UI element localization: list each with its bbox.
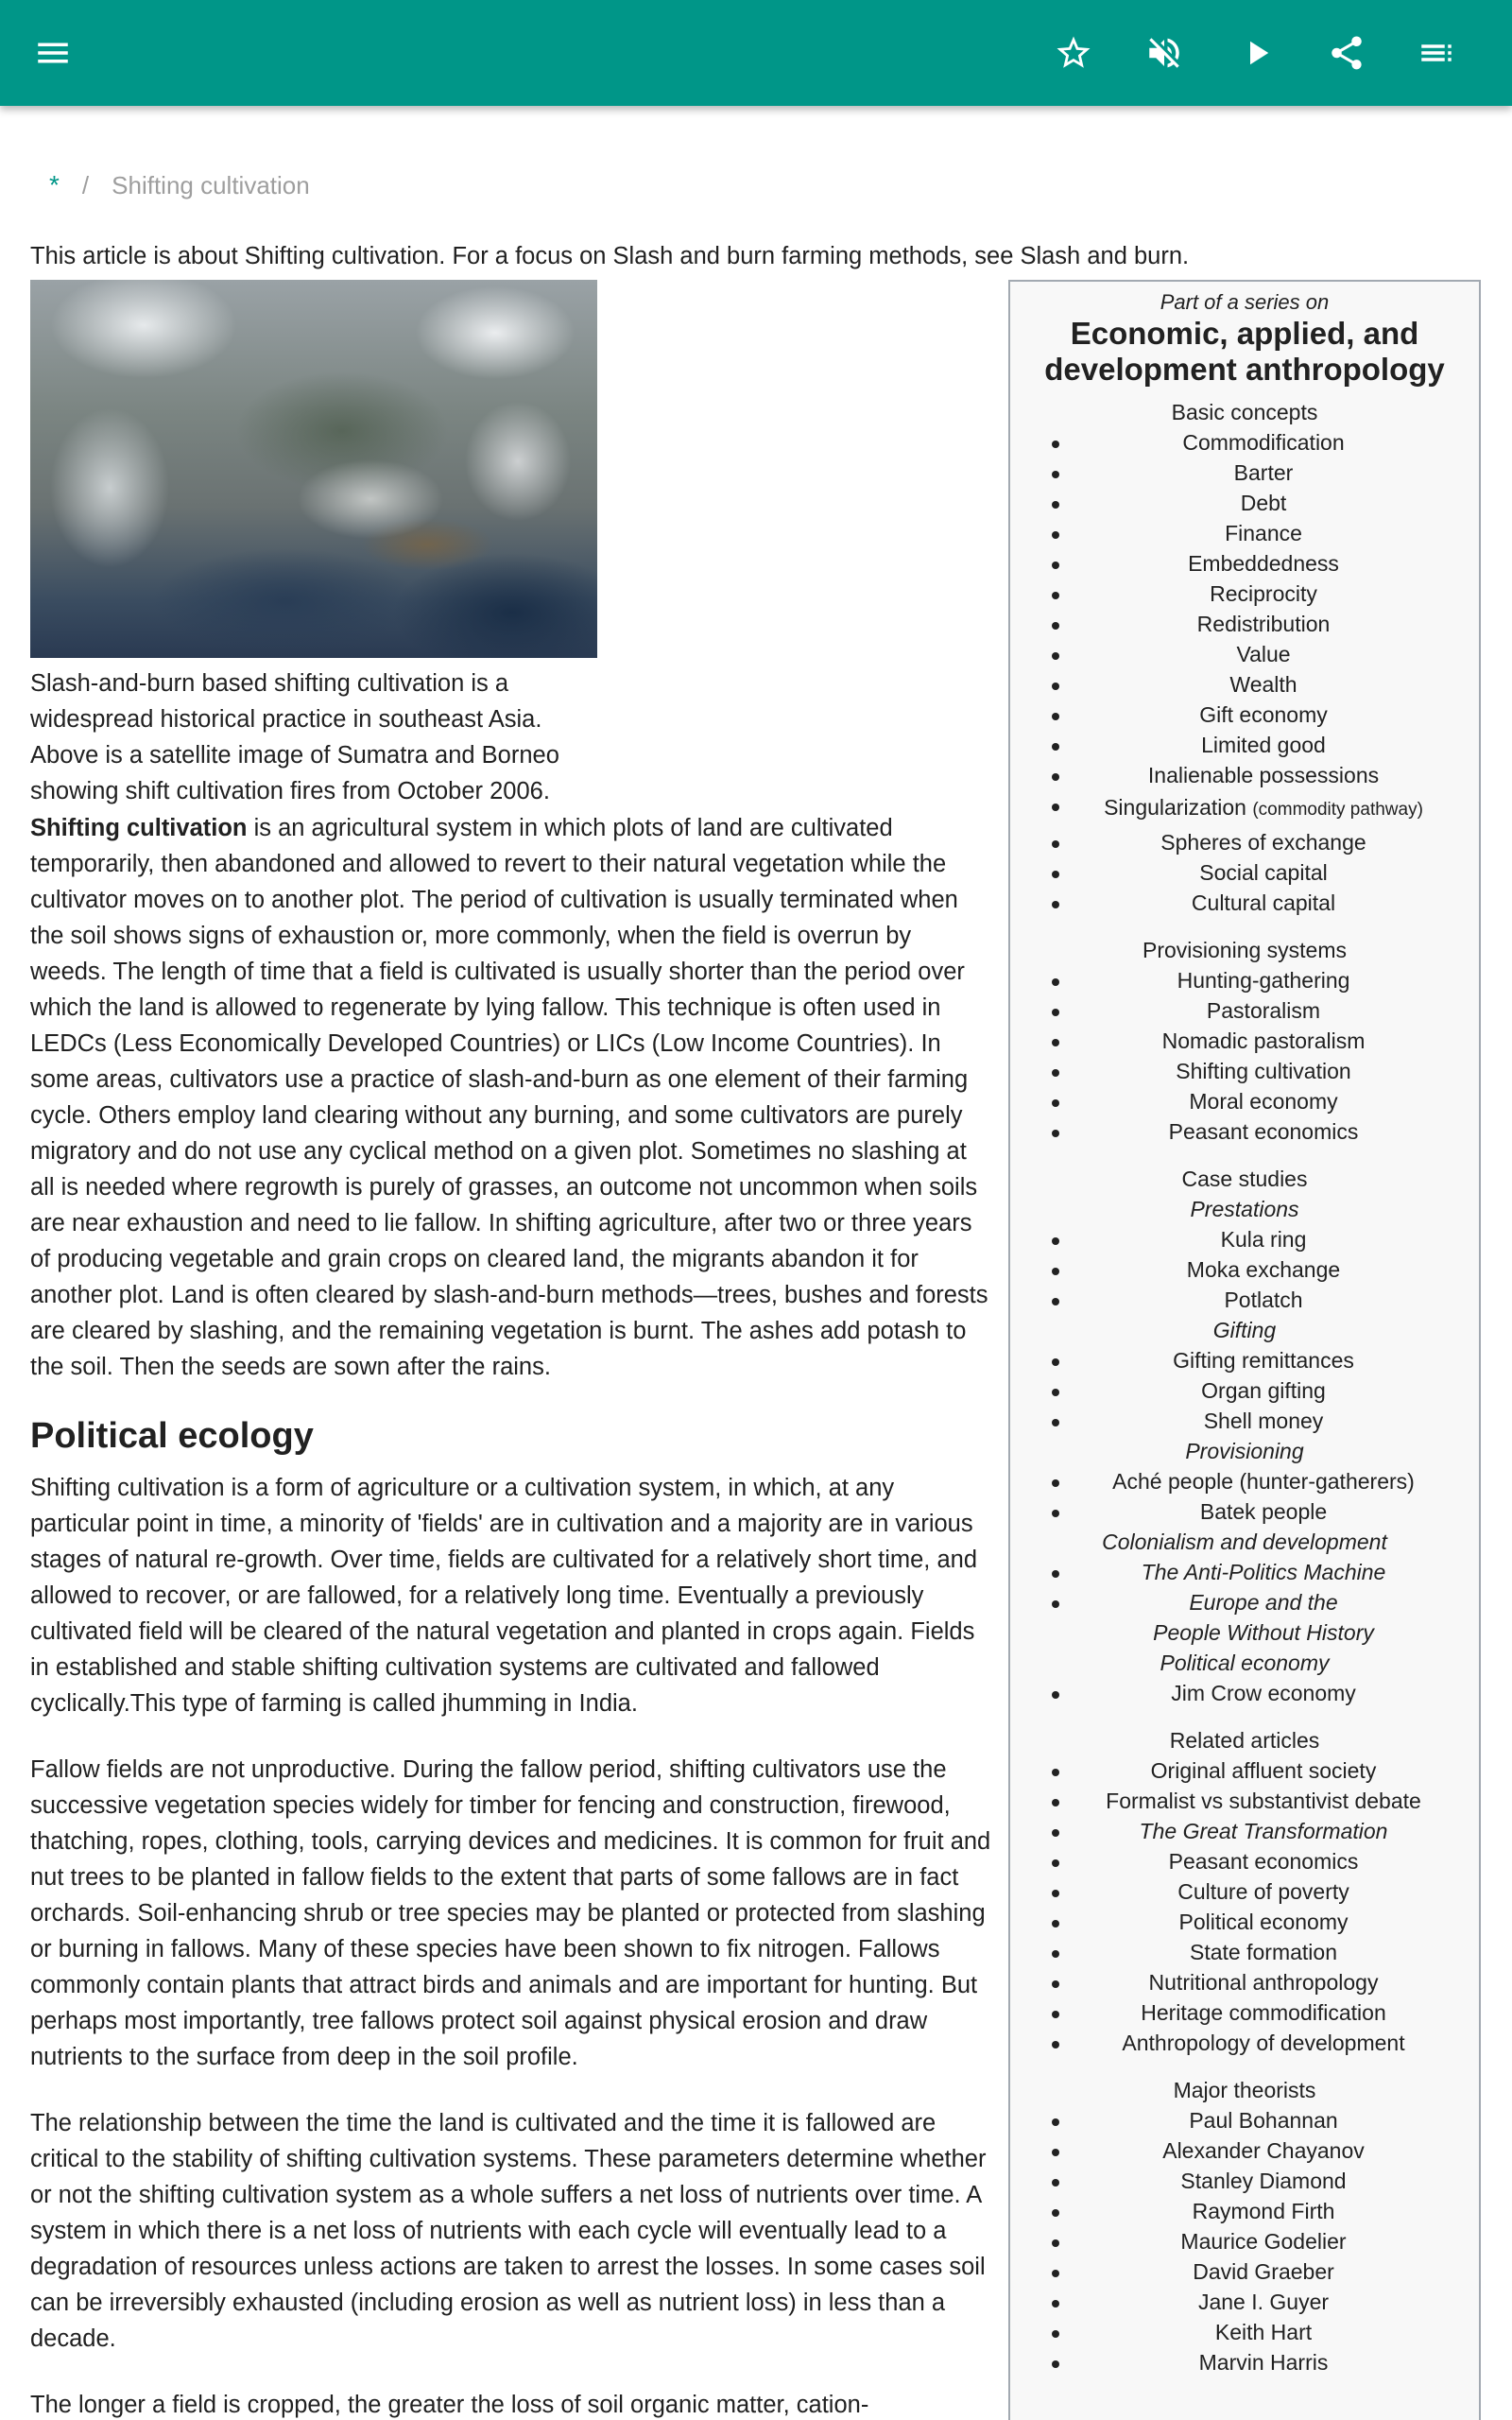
list-item[interactable]: Shell money	[1010, 1406, 1479, 1436]
list-item[interactable]: Wealth	[1010, 669, 1479, 700]
list-item[interactable]: Aché people (hunter-gatherers)	[1010, 1466, 1479, 1496]
subgroup-gifting[interactable]: Gifting	[1212, 1318, 1277, 1342]
list-item[interactable]: Kula ring	[1010, 1224, 1479, 1254]
list-item[interactable]: The Great Transformation	[1010, 1816, 1479, 1846]
share-icon	[1327, 33, 1366, 73]
list-item[interactable]: Pastoralism	[1010, 995, 1479, 1026]
list-item[interactable]: Cultural capital	[1010, 888, 1479, 918]
menu-button[interactable]	[26, 26, 79, 79]
paragraph: Shifting cultivation is a form of agriculture or a cultivation system, in which, at any particular point in time, a minority of 'fields' are in cultivation and a majority are in various stages of natural re-growth. Over time, fields are cultivated for a relatively short time, and allowed to recover, or are fallowed, for a relatively long time. Eventually a previously cultivated field will be cleared of the natural vegetation and planted in crops again. Fields in established and stable shifting cultivation systems are cultivated and fallowed cyclically.This type of farming is called jhumming in India.	[30, 1475, 978, 1717]
list-item[interactable]: Hunting-gathering	[1010, 965, 1479, 995]
lead-text: is an agricultural system in which plots of land are cultivated temporarily, then abandoned and allowed to revert to their natural vegetation while the cultivator moves on to another plot. The period of cultivation is usually terminated when the soil shows signs of exhaustion or, more commonly, when the field is overrun by weeds. The length of time that a field is cultivated is usually shorter than the period over which the land is allowed to regenerate by lying fallow. This technique is often used in LEDCs (Less Economically Developed Countries) or LICs (Low Income Countries). In some areas, cultivators use a practice of slash-and-burn as one element of their farming cycle. Others employ land clearing without any burning, and some cultivators are purely migratory and do not use any cyclical method on a given plot. Sometimes no slashing at all is needed where regrowth is purely of grasses, an outcome not uncommon when soils are near exhaustion and need to lie fallow. In shifting agriculture, after two or three years of producing vegetable and grain crops on cleared land, the migrants abandon it for another plot. Land is often cleared by slash-and-burn methods—trees, bushes and forests are cleared by slashing, and the remaining vegetation is burnt. The ashes add potash to the soil. Then the seeds are sown after the rains.	[30, 815, 988, 1380]
list-item[interactable]: Anthropology of development	[1010, 2028, 1479, 2058]
list-item[interactable]: Inalienable possessions	[1010, 760, 1479, 790]
subgroup-provisioning[interactable]: Provisioning	[1185, 1439, 1304, 1463]
play-icon	[1237, 33, 1277, 73]
satellite-image[interactable]	[30, 280, 597, 658]
prestations-list	[1010, 1224, 1479, 1315]
list-item[interactable]: Maurice Godelier	[1010, 2226, 1479, 2256]
list-item[interactable]: Barter	[1010, 458, 1479, 488]
list-item[interactable]: Heritage commodification	[1010, 1997, 1479, 2028]
series-infobox	[1008, 280, 1481, 2420]
lead-term: Shifting cultivation	[30, 815, 248, 841]
group-title-provisioning-systems[interactable]: Provisioning systems	[1142, 938, 1348, 962]
subgroup-colonialism[interactable]: Colonialism and development	[1102, 1530, 1387, 1554]
paragraph: The longer a field is cropped, the greater the loss of soil organic matter, cation-	[30, 2392, 869, 2418]
list-item[interactable]: Jim Crow economy	[1010, 1678, 1479, 1708]
section-heading-political-ecology: Political ecology	[30, 1416, 314, 1456]
caption-line: showing shift cultivation fires from October 2006.	[30, 778, 550, 804]
list-item[interactable]: Spheres of exchange	[1010, 827, 1479, 857]
infobox-title[interactable]: Economic, applied, and development anthropology	[1044, 316, 1445, 387]
europe-line-2[interactable]: People Without History	[1153, 1620, 1374, 1645]
list-item[interactable]: Batek people	[1010, 1496, 1479, 1527]
provisioning-systems-list	[1010, 965, 1479, 1147]
list-item[interactable]: Embeddedness	[1010, 548, 1479, 579]
list-item[interactable]: Keith Hart	[1010, 2317, 1479, 2347]
provisioning-list	[1010, 1466, 1479, 1527]
list-item[interactable]: David Graeber	[1010, 2256, 1479, 2287]
list-item[interactable]: Value	[1010, 639, 1479, 669]
list-item[interactable]: Shifting cultivation	[1010, 1056, 1479, 1086]
list-item[interactable]: State formation	[1010, 1937, 1479, 1967]
list-item[interactable]: Nomadic pastoralism	[1010, 1026, 1479, 1056]
group-title-major-theorists: Major theorists	[1173, 2078, 1316, 2102]
play-button[interactable]	[1230, 26, 1283, 79]
list-item[interactable]: Social capital	[1010, 857, 1479, 888]
list-item[interactable]: Gift economy	[1010, 700, 1479, 730]
volume-off-icon	[1144, 33, 1184, 73]
subgroup-political-economy[interactable]: Political economy	[1160, 1651, 1330, 1675]
breadcrumb-separator: /	[81, 170, 90, 199]
list-item-singularization[interactable]	[1010, 790, 1479, 827]
playlist-icon	[1417, 33, 1456, 73]
figure	[30, 280, 597, 809]
list-item[interactable]: Nutritional anthropology	[1010, 1967, 1479, 1997]
political-economy-list	[1010, 1678, 1479, 1708]
list-item[interactable]: Marvin Harris	[1010, 2347, 1479, 2377]
list-item[interactable]: Gifting remittances	[1010, 1345, 1479, 1375]
list-item[interactable]: Raymond Firth	[1010, 2196, 1479, 2226]
list-item[interactable]: Culture of poverty	[1010, 1876, 1479, 1907]
breadcrumb	[49, 170, 310, 200]
list-item[interactable]: Peasant economics	[1010, 1846, 1479, 1876]
list-item[interactable]: Finance	[1010, 518, 1479, 548]
singularization-note[interactable]: (commodity pathway)	[1252, 800, 1423, 820]
list-item[interactable]: Original affluent society	[1010, 1755, 1479, 1786]
group-title-basic-concepts[interactable]: Basic concepts	[1171, 400, 1318, 424]
group-title-related-articles: Related articles	[1169, 1728, 1320, 1753]
caption-line: Slash-and-burn based shifting cultivation is a	[30, 670, 509, 697]
europe-line-1[interactable]: Europe and the	[1189, 1590, 1338, 1615]
breadcrumb-home-link[interactable]: *	[49, 170, 60, 199]
group-title-case-studies: Case studies	[1181, 1167, 1308, 1191]
list-item[interactable]: Stanley Diamond	[1010, 2166, 1479, 2196]
singularization-link[interactable]: Singularization	[1104, 795, 1246, 820]
subgroup-prestations[interactable]: Prestations	[1190, 1197, 1299, 1221]
gifting-list	[1010, 1345, 1479, 1436]
paragraph: The relationship between the time the land is cultivated and the time it is fallowed are critical to the stability of shifting cultivation systems. These parameters determine whether or not the shifting cultivation system as a whole suffers a net loss of nutrients over time. A system in which there is a net loss of nutrients with each cycle will eventually lead to a degradation of resources unless actions are taken to arrest the losses. In some cases soil can be irreversibly exhausted (including erosion as well as nutrient loss) in less than a decade.	[30, 2110, 987, 2352]
breadcrumb-current: Shifting cultivation	[112, 170, 310, 199]
related-articles-list	[1010, 1755, 1479, 2058]
basic-concepts-list	[1010, 427, 1479, 918]
list-item[interactable]: Commodification	[1010, 427, 1479, 458]
hatnote: This article is about Shifting cultivation. For a focus on Slash and burn farming methods, see Slash and burn.	[30, 243, 1190, 269]
favorite-button[interactable]	[1047, 26, 1100, 79]
list-item[interactable]: Political economy	[1010, 1907, 1479, 1937]
list-item[interactable]: Moka exchange	[1010, 1254, 1479, 1285]
lead-paragraph	[30, 810, 994, 1385]
infobox-pretitle: Part of a series on	[1160, 290, 1330, 314]
list-item[interactable]: Reciprocity	[1010, 579, 1479, 609]
list-item[interactable]: Limited good	[1010, 730, 1479, 760]
list-item[interactable]: The Anti-Politics Machine	[1010, 1557, 1479, 1587]
list-item[interactable]: Moral economy	[1010, 1086, 1479, 1116]
caption-line: Above is a satellite image of Sumatra and Borneo	[30, 742, 559, 769]
list-item[interactable]: Redistribution	[1010, 609, 1479, 639]
list-item[interactable]: Organ gifting	[1010, 1375, 1479, 1406]
mute-button[interactable]	[1138, 26, 1191, 79]
paragraph: Fallow fields are not unproductive. During the fallow period, shifting cultivators use the successive vegetation species widely for timber for fencing and construction, firewood, thatching, ropes, clothing, tools, carrying devices and medicines. It is common for fruit and nut trees to be planted in fallow fields to the extent that parts of some fallows are in fact orchards. Soil-enhancing shrub or tree species may be planted or protected from slashing or burning in fallows. Many of these species have been shown to fix nitrogen. Fallows commonly contain plants that attract birds and animals and are important for hunting. But perhaps most importantly, tree fallows protect soil against physical erosion and draw nutrients to the surface from deep in the soil profile.	[30, 1756, 991, 2070]
menu-icon	[33, 33, 73, 73]
colonialism-list	[1010, 1557, 1479, 1648]
app-bar	[0, 0, 1512, 106]
list-item[interactable]: Paul Bohannan	[1010, 2105, 1479, 2135]
list-item[interactable]: Formalist vs substantivist debate	[1010, 1786, 1479, 1816]
caption-line: widespread historical practice in southeast Asia.	[30, 706, 542, 733]
list-item[interactable]: Debt	[1010, 488, 1479, 518]
list-item-europe[interactable]	[1010, 1587, 1479, 1648]
star-outline-icon	[1054, 33, 1093, 73]
list-item[interactable]: Potlatch	[1010, 1285, 1479, 1315]
major-theorists-list	[1010, 2105, 1479, 2377]
figure-caption	[30, 666, 597, 809]
toc-button[interactable]	[1410, 26, 1463, 79]
share-button[interactable]	[1320, 26, 1373, 79]
list-item[interactable]: Peasant economics	[1010, 1116, 1479, 1147]
list-item[interactable]: Jane I. Guyer	[1010, 2287, 1479, 2317]
list-item[interactable]: Alexander Chayanov	[1010, 2135, 1479, 2166]
